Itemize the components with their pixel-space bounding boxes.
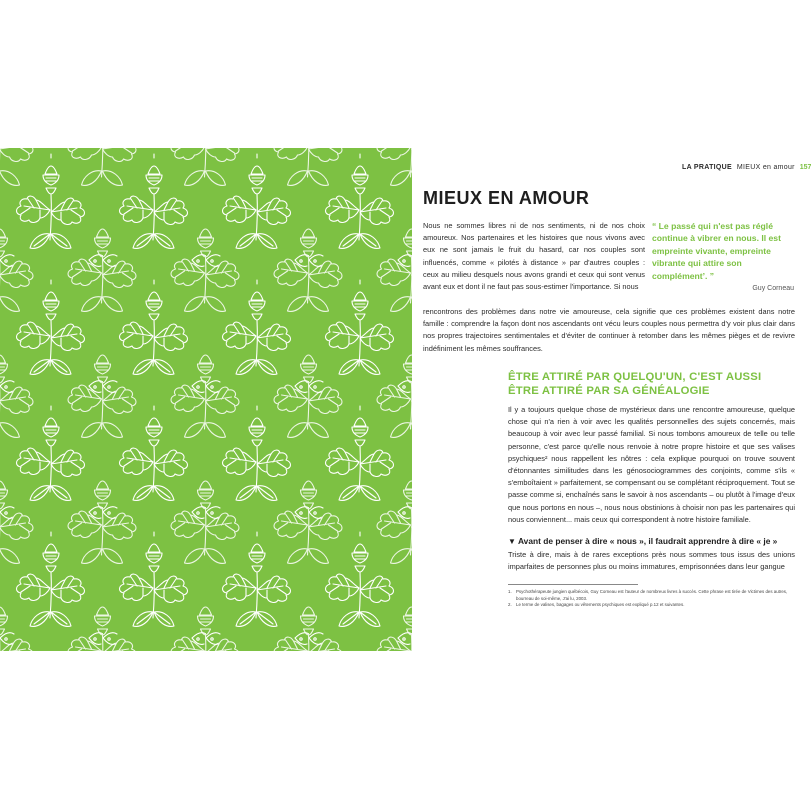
pull-quote-author: Guy Corneau (752, 285, 794, 293)
footnote-number: 2. (508, 602, 512, 608)
sub-heading-text: Avant de penser à dire « nous », il faudrait apprendre à dire « je » (517, 536, 778, 546)
footnotes (508, 589, 795, 609)
running-head (682, 164, 811, 176)
footnote-item (508, 602, 795, 609)
footnote-item (508, 589, 795, 602)
footnote-text: Psychothérapeute jungien québécois, Guy Corneau est l'auteur de nombreux livres à succès. Cette phrase est tirée de Victimes des autres, bourreau de soi-même, J'ai lu, 2003. (516, 589, 788, 601)
footnote-divider (508, 584, 638, 585)
sub-heading (508, 536, 795, 546)
triangle-down-icon: ▼ (508, 537, 516, 546)
running-head-section: LA PRATIQUE (682, 164, 732, 171)
text-page (412, 148, 811, 651)
oak-leaf-acorn-pattern (0, 148, 412, 651)
footnote-text: Le terme de valises, bagages ou vêtements psychiques est expliqué p.12 et suivantes. (516, 602, 685, 608)
pull-quote (652, 220, 794, 292)
running-head-chapter: MIEUX en amour (736, 164, 795, 171)
intro-paragraph-narrow: Nous ne sommes libres ni de nos sentiments, ni de nos choix amoureux. Nos partenaires et les histoires que nous vivons avec eux ne sont jamais le fruit du hasard, car nos couples sont influencés, comme « pilotés à distance » par d'autres couples : ceux au milieu desquels nous avons grandi et ceux qui sont venus avant eux et dont il ne faut pas sous-estimer l'importance. Si nous (423, 221, 645, 292)
pull-quote-text: “ Le passé qui n'est pas réglé continue à vibrer en nous. Il est empreinte vivante, empreinte vibrante qui attire son complément’. ” (652, 221, 781, 281)
intro-paragraph-wide: rencontrons des problèmes dans notre vie amoureuse, cela signifie que ces problèmes existent dans notre famille : comprendre la façon dont nos ascendants ont vécu leurs couples nous permettra d'y voir plus clair dans nos propres trajectoires sentimentales et d'éviter de continuer à retomber dans les mêmes pièges et de revivre indéfiniment les mêmes souffrances. (423, 307, 795, 353)
decorative-pattern-page (0, 148, 412, 651)
page-number: 157 (799, 164, 811, 171)
section-heading: ÊTRE ATTIRÉ PAR QUELQU'UN, C'EST AUSSI ÊTRE ATTIRÉ PAR SA GÉNÉALOGIE (508, 371, 762, 397)
chapter-title: MIEUX EN AMOUR (423, 188, 590, 208)
footnote-number: 1. (508, 589, 512, 594)
section-body: Il y a toujours quelque chose de mystérieux dans une rencontre amoureuse, quelque chose qui n'a rien à voir avec les qualités personnelles des sujets concernés, mais beaucoup à voir avec leur passé familial. Si nous tombons amoureux de telle ou telle personne, c'est parce qu'elle nous renvoie à notre propre histoire et que ses valises psychiques² nous rappellent les nôtres : cela explique pourquoi on trouve souvent d'étonnantes similitudes dans les génosociogrammes des conjoints, comme s'ils « s'emboîtaient » parfaitement, se compensant ou se complétant réciproquement. Tout se passe comme si, enchaînés sans le savoir à nos ascendants – ou plutôt à l'image d'eux que nous portons en nous –, nous nous obstinions à choisir non pas les partenaires qui nous conviennent... mais ceux qui correspondent à notre histoire familiale. (508, 405, 795, 524)
sub-section-body: Triste à dire, mais à de rares exceptions près nous sommes tous issus des unions imparfaites de personnes plus ou moins immatures, emprisonnées dans leur gangue (508, 550, 795, 572)
